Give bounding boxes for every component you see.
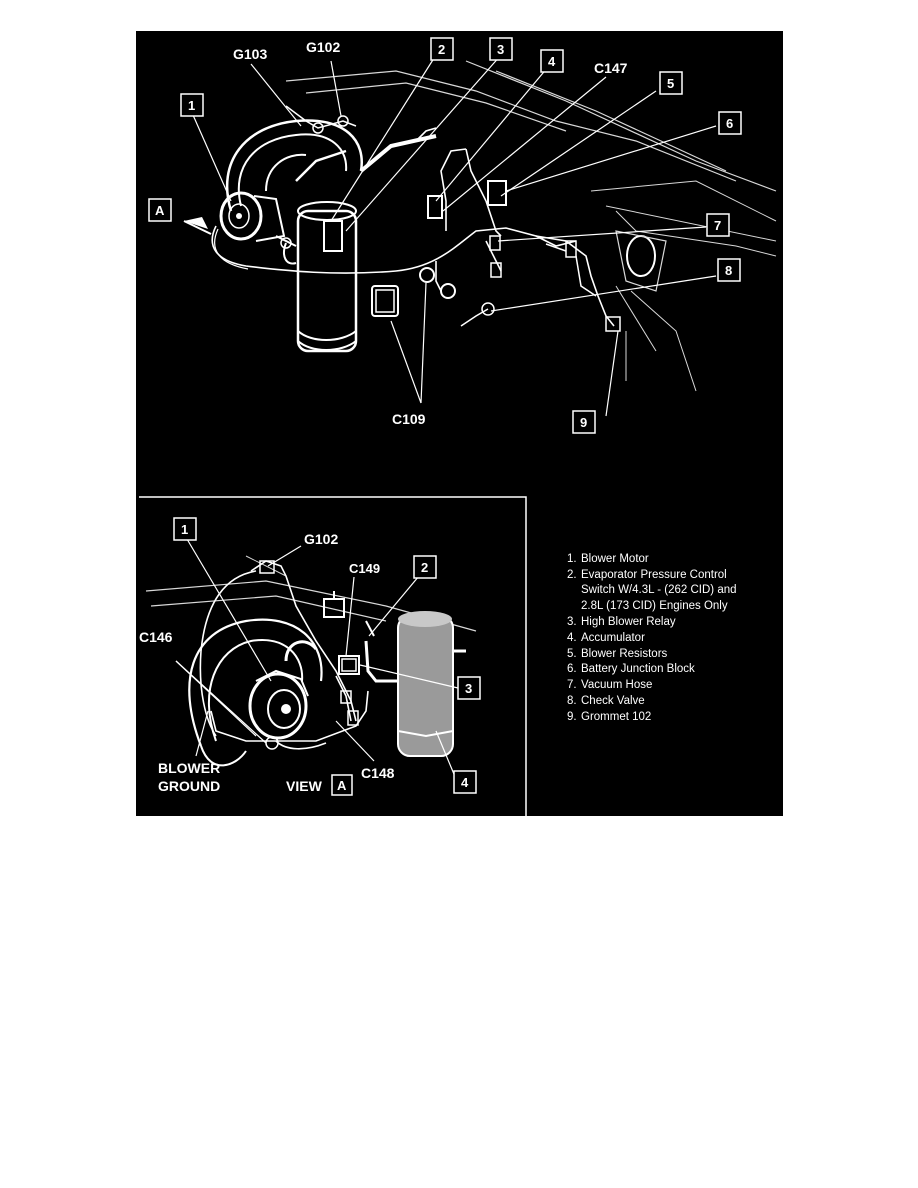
callout-3-view-a bbox=[458, 677, 480, 699]
legend-text-3: High Blower Relay bbox=[581, 616, 676, 628]
connector-label-g102-view-a: G102 bbox=[304, 531, 339, 547]
diagram-canvas bbox=[136, 31, 783, 816]
legend-num-9: 9. bbox=[567, 711, 577, 723]
svg-text:4: 4 bbox=[461, 775, 469, 790]
callout-8 bbox=[718, 259, 740, 281]
legend-text-7: Vacuum Hose bbox=[581, 679, 653, 691]
legend-text-2: Evaporator Pressure Control bbox=[581, 569, 727, 581]
svg-text:3: 3 bbox=[465, 681, 473, 696]
connector-label-c109: C109 bbox=[392, 411, 426, 427]
callout-1-view-a bbox=[174, 518, 196, 540]
legend-text-4: Accumulator bbox=[581, 632, 645, 644]
svg-text:3: 3 bbox=[497, 42, 505, 57]
callout-3 bbox=[490, 38, 512, 60]
callout-4 bbox=[541, 50, 563, 72]
legend-num-4: 4. bbox=[567, 632, 577, 644]
blower-ground-label-line1: BLOWER bbox=[158, 760, 221, 776]
svg-text:1: 1 bbox=[181, 522, 189, 537]
svg-text:A: A bbox=[155, 203, 165, 218]
svg-text:2: 2 bbox=[438, 42, 446, 57]
svg-text:5: 5 bbox=[667, 76, 675, 91]
callout-2-view-a bbox=[414, 556, 436, 578]
legend-num-3: 3. bbox=[567, 616, 577, 628]
main-view-artwork bbox=[184, 55, 776, 416]
legend-num-1: 1. bbox=[567, 553, 577, 565]
callout-4-view-a bbox=[454, 771, 476, 793]
callout-1 bbox=[181, 94, 203, 116]
legend-num-5: 5. bbox=[567, 648, 577, 660]
connector-label-g103: G103 bbox=[233, 46, 268, 62]
connector-label-c149: C149 bbox=[349, 561, 381, 576]
connector-label-g102: G102 bbox=[306, 39, 341, 55]
view-label: VIEW bbox=[286, 778, 322, 794]
legend-text-1: Blower Motor bbox=[581, 553, 649, 565]
svg-text:2: 2 bbox=[421, 560, 429, 575]
legend-text-2c: 2.8L (173 CID) Engines Only bbox=[581, 600, 728, 612]
legend-text-9: Grommet 102 bbox=[581, 711, 652, 723]
legend-text-8: Check Valve bbox=[581, 695, 645, 707]
diagram-figure bbox=[136, 31, 783, 816]
callout-a bbox=[149, 199, 171, 221]
svg-text:9: 9 bbox=[580, 415, 588, 430]
connector-label-c148: C148 bbox=[361, 765, 395, 781]
legend-text-2b: Switch W/4.3L - (262 CID) and bbox=[581, 584, 737, 596]
connector-label-c147: C147 bbox=[594, 60, 628, 76]
connector-label-c146: C146 bbox=[139, 629, 173, 645]
legend-num-6: 6. bbox=[567, 663, 577, 675]
callout-6 bbox=[719, 112, 741, 134]
legend-num-8: 8. bbox=[567, 695, 577, 707]
callout-9 bbox=[573, 411, 595, 433]
callout-2 bbox=[431, 38, 453, 60]
svg-text:6: 6 bbox=[726, 116, 734, 131]
legend-text-6: Battery Junction Block bbox=[581, 663, 695, 675]
legend-text-5: Blower Resistors bbox=[581, 648, 668, 660]
svg-text:8: 8 bbox=[725, 263, 733, 278]
view-id-box bbox=[332, 775, 352, 795]
svg-text:1: 1 bbox=[188, 98, 196, 113]
svg-text:7: 7 bbox=[714, 218, 722, 233]
legend-num-7: 7. bbox=[567, 679, 577, 691]
legend-num-2: 2. bbox=[567, 569, 577, 581]
callout-7 bbox=[707, 214, 729, 236]
legend bbox=[567, 553, 737, 723]
svg-text:A: A bbox=[337, 778, 347, 793]
callout-5 bbox=[660, 72, 682, 94]
blower-ground-label-line2: GROUND bbox=[158, 778, 221, 794]
svg-text:4: 4 bbox=[548, 54, 556, 69]
